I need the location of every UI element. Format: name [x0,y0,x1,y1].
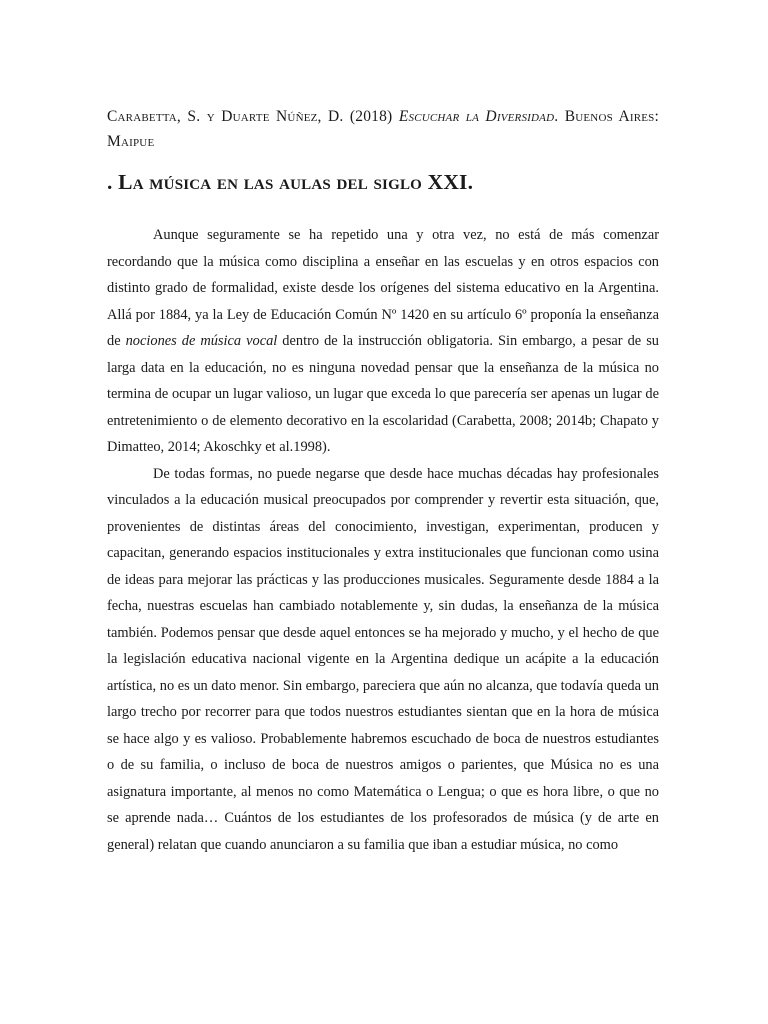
citation-authors: Carabetta, S. y Duarte Núñez, D. (2018) [107,108,399,125]
paragraph-2: De todas formas, no puede negarse que desde hace muchas décadas hay profesionales vinculados a la educación musical preocupados por comprender y revertir esta situación, que, provenientes de distintas áreas del conocimiento, investigan, experimentan, producen y capacitan, generando espacios institucionales y extra institucionales que funcionan como usina de ideas para mejorar las prácticas y las producciones musicales. Seguramente desde 1884 a la fecha, nuestras escuelas han cambiado notablemente y, sin dudas, la enseñanza de la música también. Podemos pensar que desde aquel entonces se ha mejorado y mucho, y el hecho de que la legislación educativa nacional vigente en la Argentina dedique un acápite a la educación artística, no es un dato menor. Sin embargo, pareciera que aún no alcanza, que todavía queda un largo trecho por recorrer para que todos nuestros estudiantes sientan que en la hora de música se hace algo y es valioso. Probablemente habremos escuchado de boca de nuestros estudiantes o de su familia, o incluso de boca de nuestros amigos o parientes, que Música no es una asignatura importante, al menos no como Matemática o Lengua; o que es hora libre, o que no se aprende nada… Cuántos de los estudiantes de los profesorados de música (y de arte en general) relatan que cuando anunciaron a su familia que iban a estudiar música, no como [107,465,659,853]
citation-publisher: . Buenos Aires: Maipue [107,108,659,150]
body-text [107,222,659,858]
bibliographic-citation [107,104,659,154]
section-heading: . La música en las aulas del siglo XXI. [107,170,474,194]
paragraph-1 [107,222,659,461]
paragraph-1-text-end: dentro de la instrucción obligatoria. Sin embargo, a pesar de su larga data en la educación, no es ninguna novedad pensar que la enseñanza de la música no termina de ocupar un lugar valioso, un lugar que exceda lo que parecería ser apenas un lugar de entretenimiento o de elemento decorativo en la escolaridad (Carabetta, 2008; 2014b; Chapato y Dimatteo, 2014; Akoschky et al.1998). [107,333,659,455]
paragraph-1-text-start: Aunque seguramente se ha repetido una y otra vez, no está de más comenzar recordando que la música como disciplina a enseñar en las escuelas y en otros espacios con distinto grado de formalidad, existe desde los orígenes del sistema educativo en la Argentina. Allá por 1884, ya la Ley de Educación Común Nº 1420 en su artículo 6º proponía la enseñanza de [107,227,659,349]
citation-book-title: Escuchar la Diversidad [398,108,555,125]
paragraph-1-emphasis: nociones de música vocal [125,333,278,349]
